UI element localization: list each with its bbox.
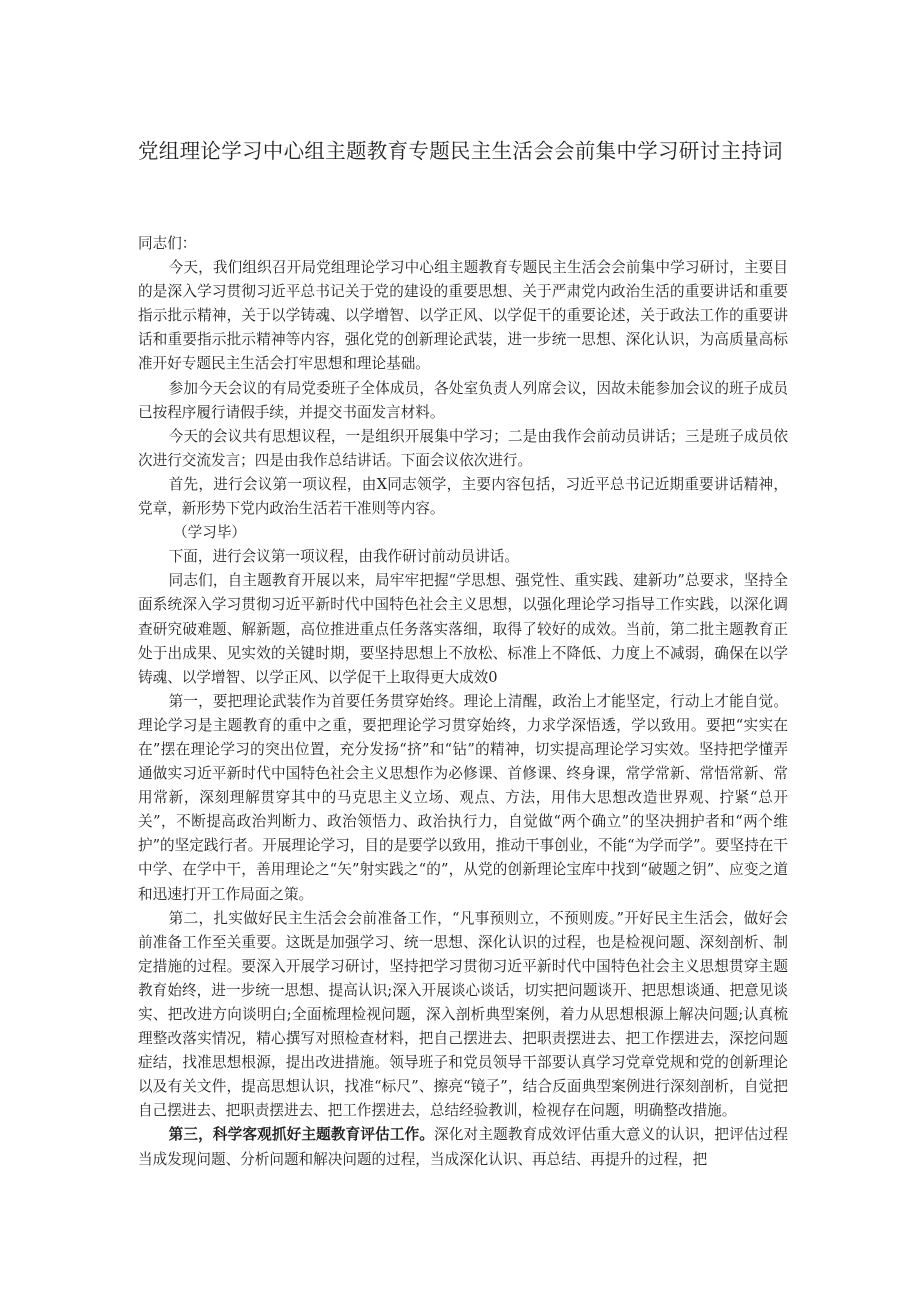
paragraph-mobilization: 同志们，自主题教育开展以来，局牢牢把握“学思想、强党性、重实践、建新功”总要求，坚持全面系统深入学习贯彻习近平新时代中国特色社会主义思想，以强化理论学习指导工作实践，以深化调查研究破难题、解新题，高位推进重点任务落实落细，取得了较好的成效。当前，第二批主题教育正处于出成果、见实效的关键时期，要坚持思想上不放松、标准上不降低、力度上不减弱，确保在以学铸魂、以学增智、以学正风、以学促干上取得更大成效0 — [138, 572, 788, 686]
paragraph-point-one: 第一，要把理论武装作为首要任务贯穿始终。理论上清醒，政治上才能坚定，行动上才能自觉。理论学习是主题教育的重中之重，要把理论学习贯穿始终，力求学深悟透，学以致用。要把“实实在在”摆在理论学习的突出位置，充分发扬“挤”和“钻”的精神，切实提高理论学习实效。坚持把学懂弄通做实习近平新时代中国特色社会主义思想作为必修课、首修课、终身课，常学常新、常悟常新、常用常新，深刻理解贯穿其中的马克思主义立场、观点、方法，用伟大思想改造世界观、拧紧“总开关”，不断提高政治判断力、政治领悟力、政治执行力，自觉做“两个确立”的坚决拥护者和“两个维护”的坚定践行者。开展理论学习，目的是要学以致用，推动干事创业，不能“为学而学”。要坚持在干中学、在学中干，善用理论之“矢”射实践之“的”，从党的创新理论宝库中找到“破题之钥”、应变之道和迅速打开工作局面之策。 — [138, 692, 788, 903]
document-body — [138, 232, 788, 1172]
point-three-text: 深化对主题教育成效评估重大意义的认识，把评估过程当成发现问题、分析问题和解决问题的过程，当成深化认识、再总结、再提升的过程，把 — [138, 1126, 788, 1168]
document-title: 党组理论学习中心组主题教育专题民主生活会会前集中学习研讨主持词 — [138, 139, 783, 163]
paragraph-point-two: 第二，扎实做好民主生活会会前准备工作，“凡事预则立，不预则废。”开好民主生活会，做好会前准备工作至关重要。这既是加强学习、统一思想、深化认识的过程，也是检视问题、深刻剖析、制定措施的过程。要深入开展学习研讨，坚持把学习贯彻习近平新时代中国特色社会主义思想贯穿主题教育始终，进一步统一思想、提高认识;深入开展谈心谈话，切实把问题谈开、把思想谈通、把意见谈实、把改进方向谈明白;全面梳理检视问题，深入剖析典型案例，着力从思想根源上解决问题;认真梳理整改落实情况，精心撰写对照检查材料，把自己摆进去、把职责摆进去、把工作摆进去，深挖问题症结，找准思想根源，提出改进措施。领导班子和党员领导干部要认真学习党章党规和党的创新理论以及有关文件，提高思想认识，找准“标尺”、擦亮“镜子”，结合反面典型案例进行深刻剖析，自觉把自己摆进去、把职责摆进去、把工作摆进去，总结经验教训，检视存在问题，明确整改措施。 — [138, 909, 788, 1120]
paragraph-agenda: 今天的会议共有思想议程，一是组织开展集中学习；二是由我作会前动员讲话；三是班子成员依次进行交流发言；四是由我作总结讲话。下面会议依次进行。 — [138, 427, 788, 469]
point-three-heading: 第三，科学客观抓好主题教育评估工作。 — [168, 1126, 435, 1144]
paragraph-first-item: 首先，进行会议第一项议程，由X同志领学，主要内容包括，习近平总书记近期重要讲话精神，党章，新形势下党内政治生活若干准则等内容。 — [138, 475, 788, 518]
greeting: 同志们： — [138, 235, 197, 252]
paragraph-attendance: 参加今天会议的有局党委班子全体成员，各处室负责人列席会议，因故未能参加会议的班子成员已按程序履行请假手续，并提交书面发言材料。 — [138, 379, 788, 421]
study-note: （学习毕） — [173, 524, 247, 542]
paragraph-point-three — [138, 1123, 788, 1171]
paragraph-opening: 今天，我们组织召开局党组理论学习中心组主题教育专题民主生活会会前集中学习研讨，主要目的是深入学习贯彻习近平总书记关于党的建设的重要思想、关于严肃党内政治生活的重要讲话和重要指示批示精神，关于以学铸魂、以学增智、以学正风、以学促干的重要论述，关于政法工作的重要讲话和重要指示批示精神等内容，强化党的创新理论武装，进一步统一思想、深化认识，为高质量高标准开好专题民主生活会打牢思想和理论基础。 — [138, 259, 788, 373]
paragraph-next-item: 下面，进行会议第一项议程，由我作研讨前动员讲话。 — [168, 548, 519, 566]
